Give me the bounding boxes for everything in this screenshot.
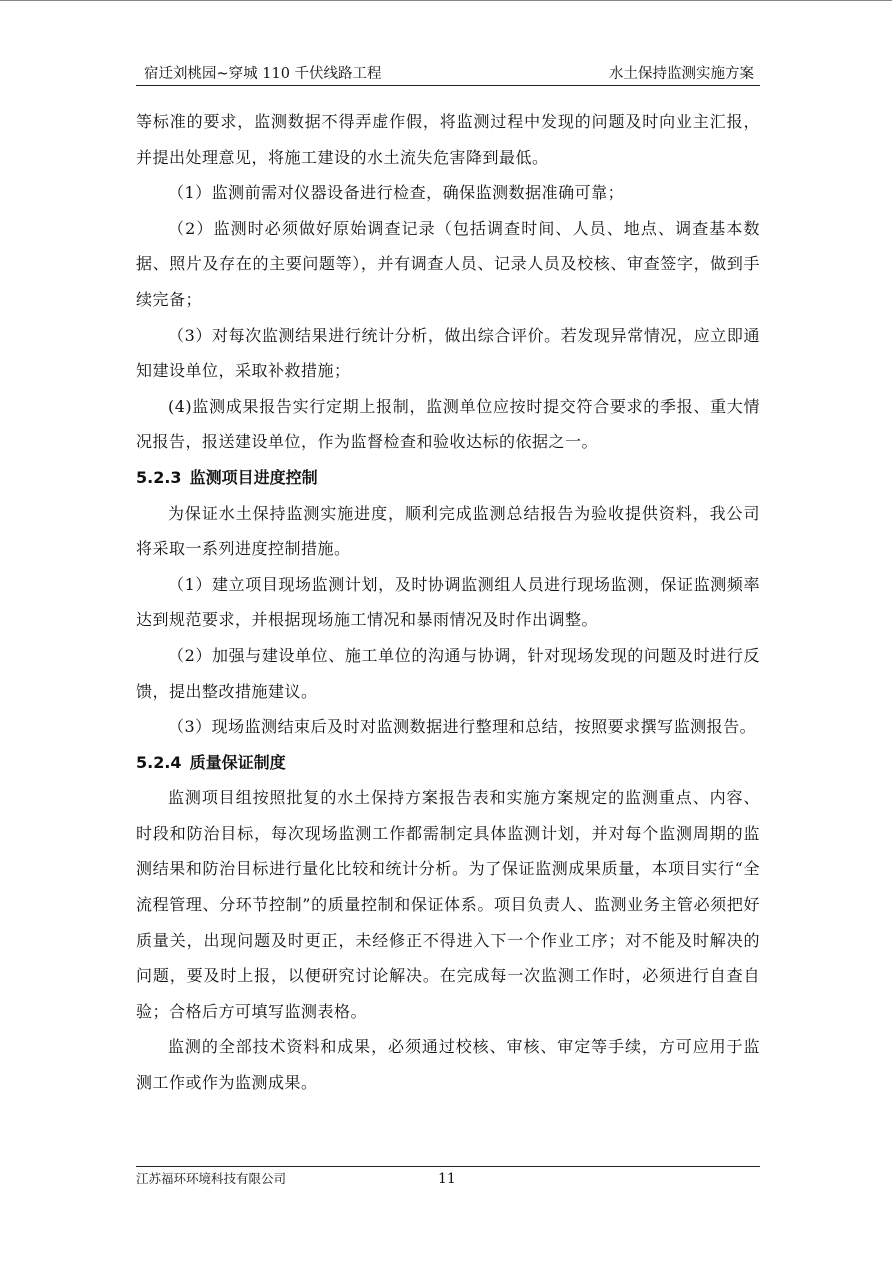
paragraph: （3）对每次监测结果进行统计分析，做出综合评价。若发现异常情况，应立即通知建设单位，采取补救措施； <box>136 325 760 381</box>
page-top-border <box>0 0 892 1</box>
paragraph: （2）加强与建设单位、施工单位的沟通与协调，针对现场发现的问题及时进行反馈，提出整改措施建议。 <box>136 645 760 701</box>
page-header <box>136 64 760 86</box>
header-document-title: 水土保持监测实施方案 <box>609 66 754 82</box>
paragraph: 等标准的要求，监测数据不得弄虚作假，将监测过程中发现的问题及时向业主汇报，并提出处理意见，将施工建设的水土流失危害降到最低。 <box>136 112 760 167</box>
section-title: 监测项目进度控制 <box>189 467 318 487</box>
page-number: 11 <box>438 1171 456 1187</box>
paragraph: （1）监测前需对仪器设备进行检查，确保监测数据准确可靠； <box>168 183 625 203</box>
paragraph: （1）建立项目现场监测计划，及时协调监测组人员进行现场监测，保证监测频率达到规范要求，并根据现场施工情况和暴雨情况及时作出调整。 <box>136 574 760 630</box>
header-project-title: 宿迁刘桃园~穿城 110 千伏线路工程 <box>144 66 382 82</box>
footer-rule <box>136 1166 760 1167</box>
footer-company-name: 江苏福环环境科技有限公司 <box>136 1171 287 1186</box>
page-content <box>136 104 760 1101</box>
paragraph: 监测项目组按照批复的水土保持方案报告表和实施方案规定的监测重点、内容、时段和防治目标，每次现场监测工作都需制定具体监测计划，并对每个监测周期的监测结果和防治目标进行量化比较和统计分析。为了保证监测成果质量，本项目实行“全流程管理、分环节控制”的质量控制和保证体系。项目负责人、监测业务主管必须把好质量关，出现问题及时更正，未经修正不得进入下一个作业工序；对不能及时解决的问题，要及时上报，以便研究讨论解决。在完成每一次监测工作时，必须进行自查自验；合格后方可填写监测表格。 <box>136 788 760 1021</box>
section-title: 质量保证制度 <box>189 752 286 772</box>
paragraph: 监测的全部技术资料和成果，必须通过校核、审核、审定等手续，方可应用于监测工作或作为监测成果。 <box>136 1037 760 1093</box>
paragraph: （2）监测时必须做好原始调查记录（包括调查时间、人员、地点、调查基本数据、照片及存在的主要问题等），并有调查人员、记录人员及校核、审查签字，做到手续完备； <box>136 218 760 309</box>
section-number: 5.2.3 <box>136 467 182 487</box>
paragraph: 为保证水土保持监测实施进度，顺利完成监测总结报告为验收提供资料，我公司将采取一系列进度控制措施。 <box>136 503 760 559</box>
section-heading-5-2-4 <box>136 745 760 781</box>
header-rule <box>136 85 760 86</box>
section-number: 5.2.4 <box>136 752 182 772</box>
section-heading-5-2-3 <box>136 460 760 496</box>
paragraph: (4)监测成果报告实行定期上报制，监测单位应按时提交符合要求的季报、重大情况报告，报送建设单位，作为监督检查和验收达标的依据之一。 <box>136 396 760 452</box>
paragraph: （3）现场监测结束后及时对监测数据进行整理和总结，按照要求撰写监测报告。 <box>168 717 757 737</box>
